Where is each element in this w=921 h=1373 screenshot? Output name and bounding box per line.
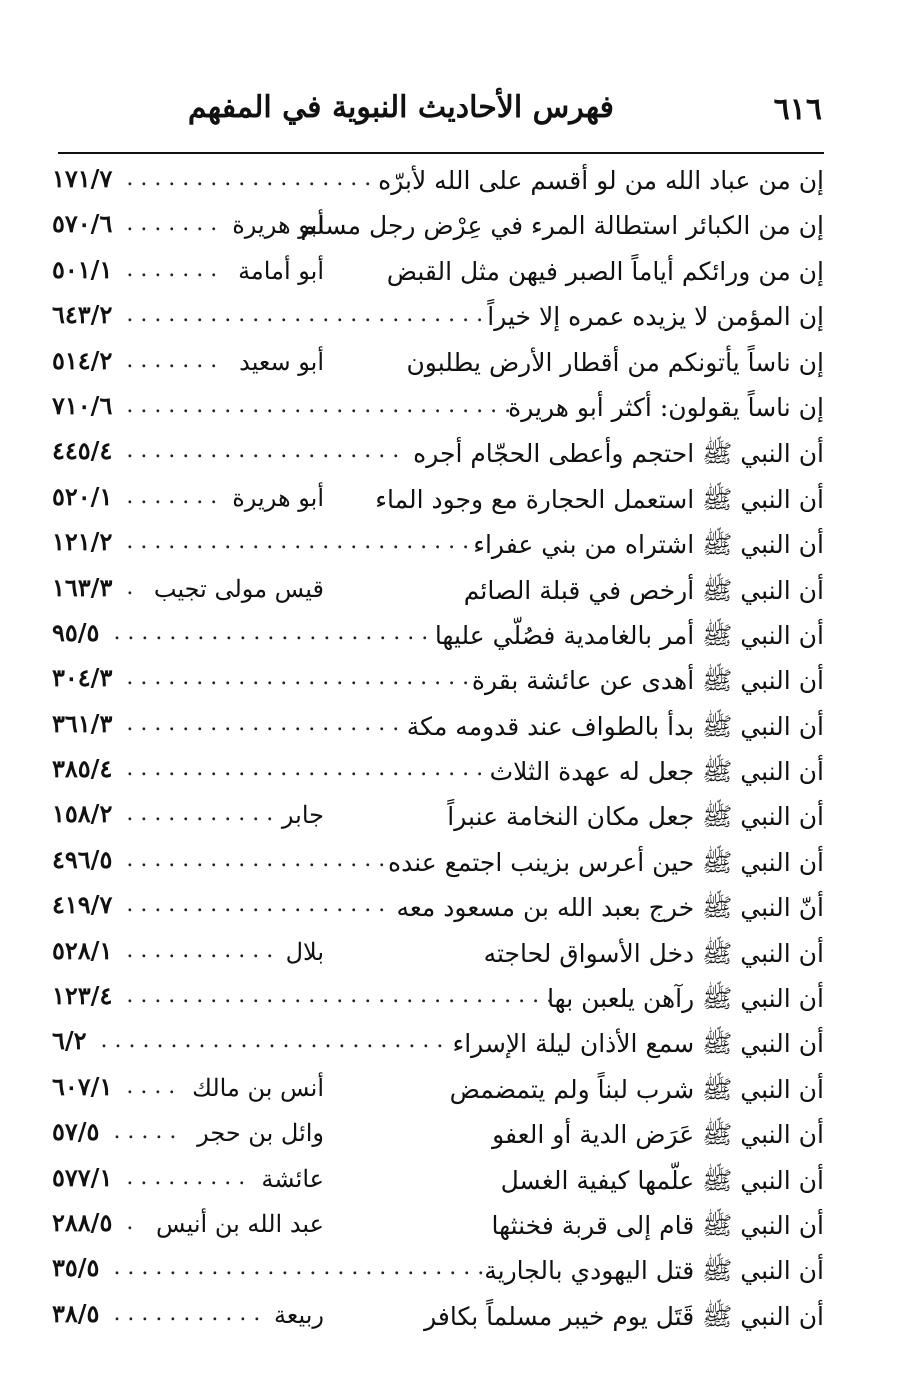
leader-dots: ......................... [126, 665, 477, 691]
narrator-name: أبو هريرة [232, 211, 324, 240]
volume-page-ref: ١٧١/٧ [52, 164, 113, 193]
hadith-text: أنّ النبي ﷺ خرج بعبد الله بن مسعود معه [396, 893, 824, 923]
volume-page-ref: ٥٧/٥ [52, 1117, 100, 1147]
page-number: ٦١٦ [773, 92, 822, 127]
hadith-text: إن ناساً يقولون: أكثر أبو هريرة [508, 392, 824, 422]
volume-page-ref: ٣٠٤/٣ [52, 663, 113, 693]
volume-page-ref: ١٥٨/٢ [52, 799, 113, 829]
leader-dots: .......................... [126, 302, 491, 328]
leader-dots: ....... [126, 211, 225, 237]
leader-dots: ..... [113, 1119, 184, 1145]
leader-dots: . [126, 1209, 141, 1235]
index-entry [52, 707, 824, 752]
leader-dots: ........................... [113, 1255, 492, 1281]
volume-page-ref: ٥١٤/٢ [52, 345, 113, 375]
leader-dots: .................... [126, 710, 407, 736]
page-header [70, 86, 822, 140]
index-entry [52, 480, 824, 525]
leader-dots: . [126, 574, 141, 600]
index-entry [52, 207, 824, 252]
leader-dots: ....... [126, 347, 225, 373]
leader-dots: ......................... [126, 529, 477, 555]
volume-page-ref: ٤١٩/٧ [52, 890, 113, 920]
hadith-text: إن المؤمن لا يزيده عمره إلا خيراً [487, 302, 824, 332]
volume-page-ref: ٦٠٧/١ [52, 1071, 113, 1101]
narrator-name: قيس مولى تجيب [153, 574, 324, 603]
volume-page-ref: ٤٩٦/٥ [52, 844, 113, 874]
hadith-text: إن من عباد الله من لو أقسم على الله لأبرّه [378, 166, 824, 195]
index-entry [52, 298, 824, 343]
index-entry [52, 979, 824, 1024]
leader-dots: ............................... [126, 983, 561, 1009]
narrator-name: أنس بن مالك [192, 1073, 324, 1102]
volume-page-ref: ١٦٣/٣ [52, 572, 113, 602]
volume-page-ref: ٥٢٠/١ [52, 481, 113, 511]
index-entry [52, 1251, 824, 1296]
volume-page-ref: ٣٥/٥ [52, 1253, 100, 1283]
index-entry [52, 434, 824, 479]
leader-dots: ........... [126, 801, 281, 827]
index-entry [52, 571, 824, 616]
volume-page-ref: ٣٨/٥ [52, 1298, 100, 1328]
volume-page-ref: ٦/٢ [52, 1026, 87, 1056]
volume-page-ref: ٧١٠/٦ [52, 390, 113, 420]
narrator-name: ربيعة [274, 1300, 324, 1329]
hadith-text: أن النبي ﷺ رآهن يلعبن بها [547, 984, 824, 1014]
index-entry [52, 616, 824, 661]
hadith-text: أن النبي ﷺ دخل الأسواق لحاجته [483, 938, 824, 968]
volume-page-ref: ١٢٣/٤ [52, 981, 113, 1011]
hadith-text: أن النبي ﷺ قتل اليهودي بالجارية [484, 1256, 824, 1286]
hadith-text: إن من الكبائر استطالة المرء في عِرْض رجل مسلم [300, 211, 824, 241]
volume-page-ref: ٥٢٨/١ [52, 935, 113, 965]
leader-dots: ................... [126, 892, 393, 918]
hadith-text: أن النبي ﷺ جعل له عهدة الثلاث [489, 757, 824, 787]
volume-page-ref: ٦٤٣/٢ [52, 300, 113, 330]
volume-page-ref: ٣٨٥/٤ [52, 754, 113, 784]
index-entry [52, 888, 824, 933]
volume-page-ref: ٥٧٧/١ [52, 1162, 113, 1192]
index-entry [52, 1206, 824, 1251]
hadith-text: أن النبي ﷺ قام إلى قربة فخنثها [491, 1210, 824, 1240]
volume-page-ref: ٩٥/٥ [52, 617, 100, 647]
narrator-name: أبو سعيد [239, 347, 324, 376]
leader-dots: .... [126, 1073, 183, 1099]
index-entry [52, 843, 824, 888]
index-entry [52, 525, 824, 570]
narrator-name: أبو أمامة [238, 256, 324, 285]
leader-dots: ............................ [126, 392, 519, 418]
narrator-name: جابر [281, 801, 324, 830]
index-entry [52, 1161, 824, 1206]
index-entry [52, 797, 824, 842]
leader-dots: .................... [126, 438, 407, 464]
narrator-name: أبو هريرة [232, 483, 324, 512]
leader-dots: .................. [126, 166, 379, 191]
volume-page-ref: ٥٠١/١ [52, 254, 113, 284]
hadith-text: أن النبي ﷺ حين أعرس بزينب اجتمع عنده [387, 847, 824, 877]
leader-dots: ......... [126, 1164, 253, 1190]
hadith-text: أن النبي ﷺ سمع الأذان ليلة الإسراء [452, 1029, 824, 1059]
running-title: فهرس الأحاديث النبوية في المفهم [187, 90, 614, 125]
index-entry [52, 661, 824, 706]
hadith-text: أن النبي ﷺ استعمل الحجارة مع وجود الماء [375, 484, 824, 514]
hadith-text: إن ناساً يأتونكم من أقطار الأرض يطلبون [406, 347, 824, 377]
volume-page-ref: ٥٧٠/٦ [52, 209, 113, 239]
leader-dots: ........... [126, 937, 281, 963]
leader-dots: ......................... [100, 1028, 451, 1054]
narrator-name: وائل بن حجر [197, 1119, 324, 1148]
hadith-text: أن النبي ﷺ أمر بالغامدية فصُلّي عليها [434, 620, 824, 650]
leader-dots: ....... [126, 256, 225, 282]
index-entry [52, 934, 824, 979]
leader-dots: ........... [113, 1300, 268, 1326]
hadith-text: أن النبي ﷺ جعل مكان النخامة عنبراً [447, 802, 824, 832]
index-entry [52, 752, 824, 797]
leader-dots: ....................... [113, 619, 436, 645]
hadith-text: أن النبي ﷺ أهدى عن عائشة بقرة [471, 666, 824, 696]
index-entry [52, 253, 824, 298]
index-entry [52, 1024, 824, 1069]
hadith-text: أن النبي ﷺ أرخص في قبلة الصائم [463, 575, 824, 605]
index-entry [52, 162, 824, 207]
hadith-index-list [52, 162, 824, 1342]
index-entry [52, 1297, 824, 1342]
leader-dots: .......................... [126, 756, 491, 782]
hadith-text: أن النبي ﷺ بدأ بالطواف عند قدومه مكة [406, 711, 824, 741]
leader-dots: ................... [126, 846, 393, 872]
hadith-text: أن النبي ﷺ علّمها كيفية الغسل [500, 1165, 824, 1195]
volume-page-ref: ١٢١/٢ [52, 527, 113, 557]
index-entry [52, 1115, 824, 1160]
hadith-text: أن النبي ﷺ شرب لبناً ولم يتمضمض [449, 1074, 824, 1104]
leader-dots: ....... [126, 483, 225, 509]
index-entry [52, 344, 824, 389]
volume-page-ref: ٤٤٥/٤ [52, 436, 113, 466]
hadith-text: أن النبي ﷺ اشتراه من بني عفراء [473, 530, 824, 560]
narrator-name: عبد الله بن أنيس [156, 1209, 324, 1238]
volume-page-ref: ٣٦١/٣ [52, 708, 113, 738]
narrator-name: عائشة [261, 1164, 324, 1193]
header-rule [58, 152, 824, 154]
volume-page-ref: ٢٨٨/٥ [52, 1207, 113, 1237]
index-entry [52, 1070, 824, 1115]
hadith-text: أن النبي ﷺ احتجم وأعطى الحجّام أجره [413, 439, 824, 469]
hadith-text: إن من ورائكم أياماً الصبر فيهن مثل القبض [386, 256, 824, 286]
narrator-name: بلال [285, 937, 324, 966]
index-entry [52, 389, 824, 434]
hadith-text: أن النبي ﷺ قَتَل يوم خيبر مسلماً بكافر [424, 1301, 824, 1331]
hadith-text: أن النبي ﷺ عَرَض الدية أو العفو [492, 1120, 824, 1150]
